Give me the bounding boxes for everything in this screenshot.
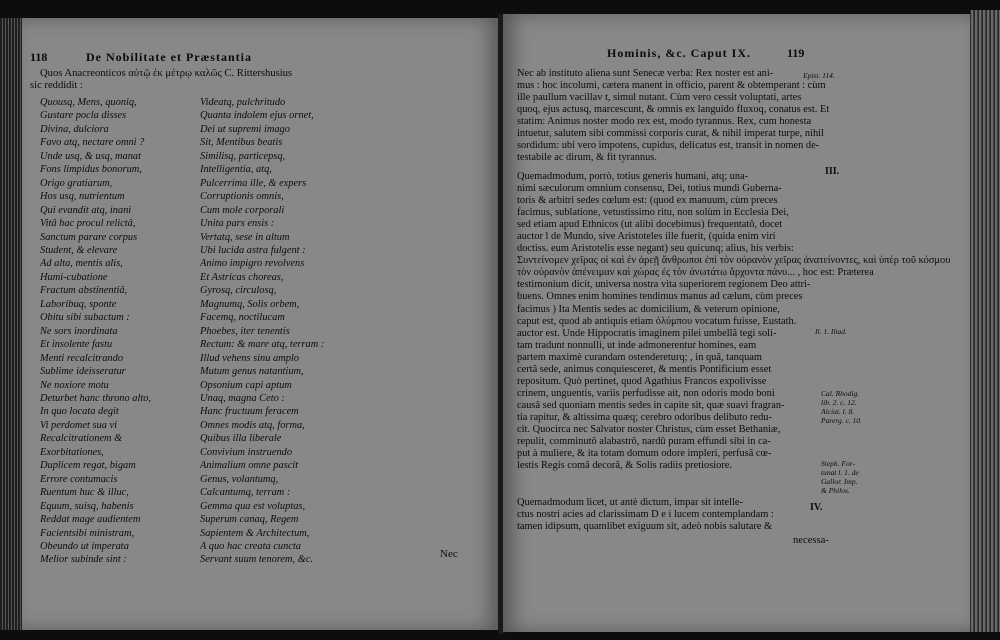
verse-line: Quanta indolem ejus ornet, <box>200 110 314 122</box>
marginal-line: tunat l. 1. de <box>821 468 859 477</box>
text-line: τὸν οὐρανὸν ἀπένειμαν καὶ χώρας ἐς τὸν ἀνωτάτω ἄρχοντα πάνυ... , hoc est: Præterea <box>517 267 874 279</box>
text-line: put à muliere, & ita totam domum odore impleri, perfusâ cœ- <box>517 448 772 460</box>
text-line: auctor l de Mundo, sive Aristoteles ille fuerit, (quida enim viri <box>517 231 776 243</box>
text-line: buens. Omnes enim homines tendimus manus ad cælum, cùm preces <box>517 291 803 303</box>
verse-line: Et Astricas choreas, <box>200 271 284 283</box>
verse-line: Fractum abstinentiâ, <box>40 285 128 297</box>
text-line: sordidum: ubi vero impotens, cupidus, delicatus est, transit in nomen de- <box>517 140 820 152</box>
book-edge-right <box>970 10 1000 632</box>
verse-line: Errore contumacis <box>40 473 118 485</box>
intro-line-1: Quos Anacreonticos αὐτῷ ἐκ μέτρῳ καλῶς C. Rittershusius <box>40 68 293 79</box>
text-line: Quemadmodum, porrò, totius generis humani, atq; una- <box>517 171 749 182</box>
verse-line: Menti recalcitrando <box>40 352 124 364</box>
verse-line: Laboribuq, sponte <box>40 298 117 310</box>
verse-line: Quibus illa liberale <box>200 433 282 445</box>
verse-line: Ne sors inordinata <box>40 325 118 337</box>
verse-line: Divina, dulciora <box>40 123 109 135</box>
page-number-right: 119 <box>787 46 805 60</box>
verse-line: Sapientem & Architectum, <box>200 527 310 539</box>
verse-line: Qui evandit atq, inani <box>40 204 132 216</box>
verse-line: Magnumq, Solis orbem, <box>200 298 300 310</box>
text-line: facimus ) Ita Mentis sedes ac domicilium, & veterum opinione, <box>517 303 780 315</box>
text-line: statim: Animus noster modo rex est, modo tyrannus. Rex, cum honesta <box>517 116 812 128</box>
text-line: tia rapitur, & altissima quæq; cerebro odoribus delibuto redu- <box>517 411 772 423</box>
verse-line: Obeundo ut imperata <box>40 540 129 552</box>
running-head-right: Hominis, &c. Caput IX. <box>607 46 752 60</box>
text-line: lestis Regis comâ decorâ, & Solis radiis pretiosiore. <box>517 460 732 472</box>
verse-line: Ad alta, mentis alis, <box>40 258 123 270</box>
verse-line: Similisq, particepsq, <box>200 150 286 162</box>
intro-line-2: sic reddidit : <box>30 80 83 91</box>
verse-line: Sit, Mentibus beatis <box>200 137 283 149</box>
verse-line: Fons limpidus bonorum, <box>40 164 142 176</box>
verse-line: Duplicem regat, bigam <box>40 460 136 472</box>
text-line: ille paullum vacillav t, simul nutant. Cùm vero cessit voluptati, artes <box>517 92 802 104</box>
section-number-iv: IV. <box>810 502 823 513</box>
verse-line: Quousq, Mens, quoniq, <box>40 97 137 108</box>
text-line: doctiss. eum Aristotelis esse negant) seu quicunq; alius, his verbis: <box>517 243 794 255</box>
verse-line: Humi-cubatione <box>40 271 108 283</box>
verse-line: Convivium instruendo <box>200 446 293 458</box>
text-line: intuetur, salutem sibi commissi corporis curat, & nihil imperat turpe, nihil <box>517 128 824 140</box>
verse-line: Ruentum huc & illuc, <box>40 487 129 499</box>
marginal-line: Il. 1. Iliad. <box>815 327 847 336</box>
verse-line: Hanc fructuum feracem <box>200 406 299 418</box>
marginal-line: lib. 2. c. 12. <box>821 398 857 407</box>
verse-line: Animo impigro revolvens <box>200 258 305 270</box>
text-line: Συντείνομεν χεῖρας οἱ καὶ ἐν ἀρεῇ ἄνθρωποι ἐπὶ τὸν οὐρανὸν χεῖρας ἀνατείνοντες, καὶ ὑπὲρ τοῦ κόσμου <box>517 255 951 267</box>
text-line: certâ sede, animus conquiesceret, & mentis Pontificium esset <box>517 363 772 375</box>
right-page <box>503 14 970 632</box>
verse-line: Sanctum parare corpus <box>40 231 138 243</box>
text-line: Quemadmodum licet, ut antè dictum, impar sit intelle- <box>517 497 743 508</box>
verse-line: Melior subinde sint : <box>40 554 127 566</box>
verse-line: Dei ut supremi imago <box>200 123 290 135</box>
marginal-line: & Philos. <box>821 486 850 495</box>
text-line: tamen idipsum, quamlibet exiguum sit, adeò nobis salutare & <box>517 521 773 533</box>
verse-line: Obitu sibi subactum : <box>40 312 130 324</box>
verse-line: Facemq, noctilucam <box>200 312 285 324</box>
section-number-iii: III. <box>825 166 840 177</box>
text-line: toris & arbitri sedes cœlum est: (quod ex manuum, cùm preces <box>517 195 778 207</box>
marginal-line: Cal. Rhodig. <box>821 389 860 398</box>
verse-line: Origo gratiarum, <box>40 177 113 189</box>
text-line: Nec ab instituto aliena sunt Senecæ verba: Rex noster est ani- <box>517 68 774 79</box>
verse-line: Unde usq, & usq, manat <box>40 150 142 162</box>
marginal-note-rhodig <box>821 389 862 425</box>
verse-line: Exorbitationes, <box>40 446 104 458</box>
verse-line: Sublime ideisseratur <box>40 366 126 378</box>
verse-line: Videatq, pulchritudo <box>200 97 286 108</box>
verse-line: Cum mole corporali <box>200 204 285 216</box>
verse-line: Student, & elevare <box>40 244 118 256</box>
catchword-left: Nec <box>440 548 458 560</box>
text-line: mus : hoc incolumi, cætera manent in officio, parent & obtemperant : cùm <box>517 80 826 92</box>
verse-line: Deturbet hanc throno alto, <box>40 392 152 404</box>
text-line: crinem, unguentis, variis perfudisse ait, non odoris modo boni <box>517 387 775 399</box>
catchword-right: necessa- <box>793 535 829 546</box>
verse-line: Ne noxiore motu <box>40 379 109 391</box>
text-line: repositum. Quò pertinet, quod Agathius Francos expolivisse <box>517 375 767 387</box>
verse-line: Gyrosq, circulosq, <box>200 285 277 297</box>
verse-line: Mutum genus natantium, <box>200 366 304 378</box>
page-number-left: 118 <box>30 50 48 64</box>
verse-line: Servant suum tenorem, &c. <box>200 554 314 566</box>
verse-line: Gemma qua est voluptas, <box>200 500 306 512</box>
text-line: caput est, quod ab antiquis etiam ὀλύμπου vocatum fuisse, Eustath. <box>517 315 797 327</box>
marginal-line: Epist. 114. <box>803 71 835 80</box>
verse-line: Phoebes, iter tenentis <box>200 325 290 337</box>
verse-line: Animalium omne pascit <box>200 460 299 472</box>
text-line: cit. Quocirca nec Salvator noster Christus, cùm esset Bethaniæ, <box>517 423 781 435</box>
verse-line: Unaq, magna Ceto : <box>200 392 285 404</box>
verse-column-right <box>200 96 324 567</box>
verse-column-left <box>40 96 151 567</box>
verse-line: Gustare pocla disses <box>40 110 127 122</box>
verse-line: Unita pars ensis : <box>200 218 275 230</box>
verse-line: Genus, volantumq, <box>200 473 279 485</box>
marginal-note-steph <box>821 459 859 495</box>
running-head-left: De Nobilitate et Præstantia <box>86 50 252 64</box>
verse-line: Facientsibi ministram, <box>40 527 135 539</box>
verse-line: Calcantumq, terram : <box>200 487 291 499</box>
marginal-note-epist <box>803 71 835 80</box>
marginal-line: Steph. For- <box>821 459 856 468</box>
text-line: facimus, sublatione, vetustissimo ritu, non solùm in Ecclesia Dei, <box>517 207 789 219</box>
verse-line: Intelligentia, atq, <box>200 164 272 176</box>
verse-line: Rectum: & mare atq, terram : <box>200 339 325 351</box>
verse-line: Vitâ hac procul relictâ, <box>40 218 136 230</box>
verse-line: Recalcitrationem & <box>40 433 123 445</box>
verse-line: Vertatq, sese in altum <box>200 231 290 243</box>
verse-line: Reddat mage audientem <box>40 514 141 526</box>
verse-line: Illud vehens sinu amplo <box>200 352 299 364</box>
marginal-line: Alciat. l. 8. <box>821 407 855 416</box>
verse-line: Opsonium capi aptum <box>200 379 292 391</box>
verse-line: Vi perdomet sua vi <box>40 419 118 431</box>
text-line: tam tradunt nonnulli, ut inde admonerentur homines, eam <box>517 339 757 351</box>
verse-line: Ubi lucida astra fulgent : <box>200 244 306 256</box>
verse-line: Equum, suisq, habenis <box>40 500 134 512</box>
verse-line: In quo locata degit <box>40 406 119 418</box>
text-line: partem maximè curandam ostendereturq; , in quâ, tanquam <box>517 351 762 363</box>
verse-line: A quo hac creata cuncta <box>200 540 301 552</box>
text-line: quoq, ejus actusq, marcescunt, & omnis ex languido fluxoq, conatus est. Et <box>517 104 830 116</box>
paragraph-impar <box>517 497 817 533</box>
book-edge-left <box>0 18 22 630</box>
verse-line: Et insolente fastu <box>40 339 113 351</box>
verse-line: Corruptionis omnis, <box>200 191 284 203</box>
text-line: causâ sed quoniam mentis sedes in capite sit, quæ suavi fragran- <box>517 399 785 411</box>
marginal-line: Gallor. Imp. <box>821 477 858 486</box>
verse-line: Favo atq, nectare omni ? <box>40 137 145 149</box>
left-page <box>22 18 500 630</box>
verse-line: Pulcerrima ille, & expers <box>200 177 307 189</box>
text-line: sed etiam apud Ethnicos (ut alibi docebimus) frequentatô, docet <box>517 219 783 231</box>
marginal-line: Parerg. c. 10. <box>821 416 862 425</box>
verse-line: Omnes modis atq, forma, <box>200 419 305 431</box>
text-line: testimonium dicit, universa nostra vita superiorem regionem Deo attri- <box>517 279 811 291</box>
marginal-note-iliad <box>815 327 847 336</box>
verse-line: Superum canaq, Regem <box>200 514 299 526</box>
text-line: testabile ac dirum, & fit tyrannus. <box>517 152 657 164</box>
verse-line: Hos usq, nutrientum <box>40 191 125 203</box>
text-line: repulit, comminutô alabastrô, nardû puram effundi sibi in ca- <box>517 436 771 448</box>
text-line: auctor est. Unde Hippocratis imaginem pilei umbellâ tegi soli- <box>517 327 777 339</box>
text-line: nimi sæculorum omnium consensu, Dei, totius mundi Guberna- <box>517 183 782 195</box>
text-line: ctus nostri acies ad clarissimam D e i lucem contemplandam : <box>517 509 774 521</box>
